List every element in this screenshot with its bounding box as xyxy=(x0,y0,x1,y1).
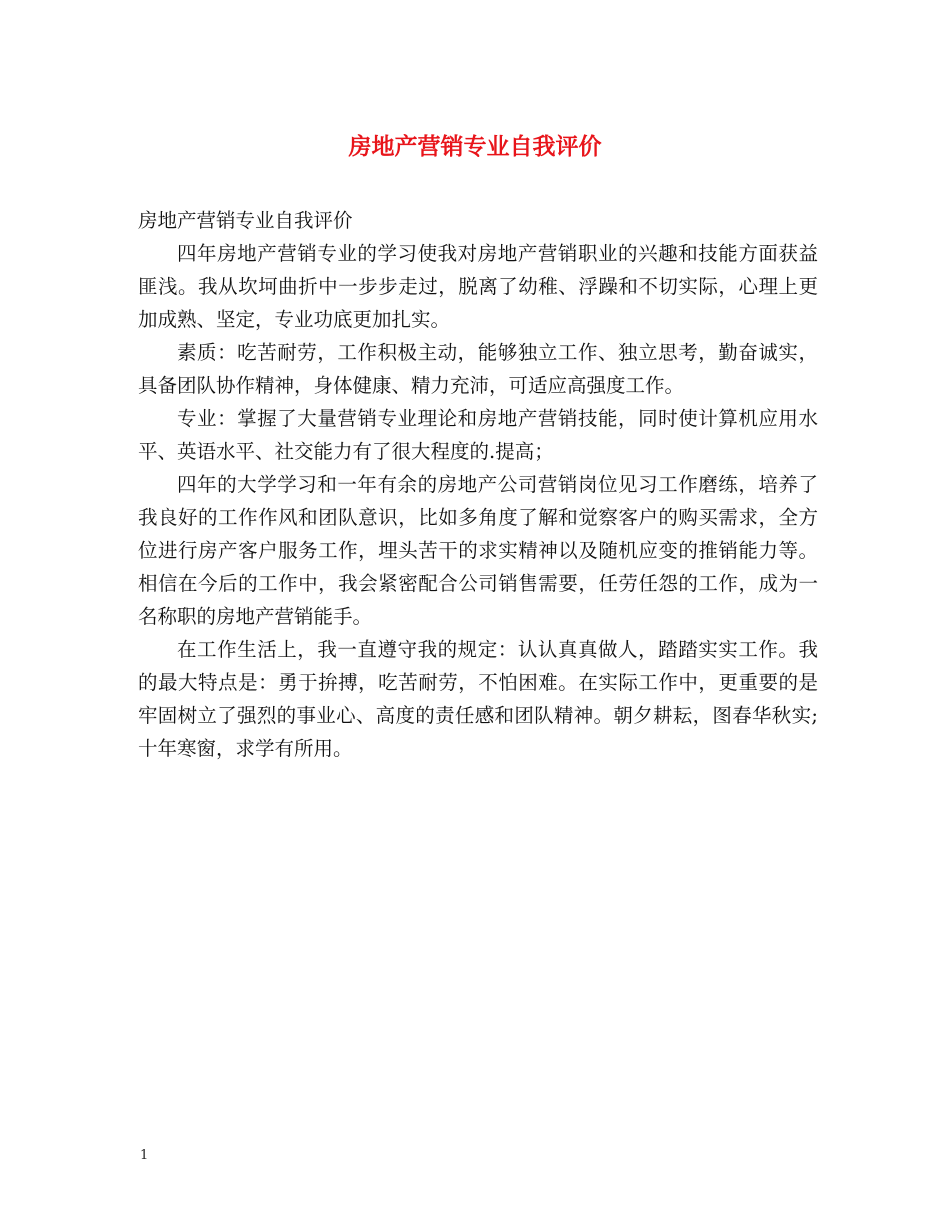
page-number: 1 xyxy=(140,1148,149,1163)
paragraph-professional: 专业：掌握了大量营销专业理论和房地产营销技能，同时使计算机应用水平、英语水平、社交能力有了很大程度的.提高； xyxy=(138,407,818,463)
paragraph-work-life: 在工作生活上，我一直遵守我的规定：认认真真做人，踏踏实实工作。我的最大特点是：勇于拚搏，吃苦耐劳，不怕困难。在实际工作中，更重要的是牢固树立了强烈的事业心、高度的责任感和团队精神。朝夕耕耘，图春华秋实;十年寒窗，求学有所用。 xyxy=(138,638,818,760)
document-body xyxy=(138,204,818,765)
document-title: 房地产营销专业自我评价 xyxy=(348,133,602,160)
document-subtitle: 房地产营销专业自我评价 xyxy=(138,209,353,232)
paragraph-quality: 素质：吃苦耐劳，工作积极主动，能够独立工作、独立思考，勤奋诚实，具备团队协作精神，身体健康、精力充沛，可适应高强度工作。 xyxy=(138,341,818,397)
paragraph-intro: 四年房地产营销专业的学习使我对房地产营销职业的兴趣和技能方面获益匪浅。我从坎坷曲折中一步步走过，脱离了幼稚、浮躁和不切实际，心理上更加成熟、坚定，专业功底更加扎实。 xyxy=(138,242,818,331)
paragraph-experience: 四年的大学学习和一年有余的房地产公司营销岗位见习工作磨练，培养了我良好的工作作风和团队意识，比如多角度了解和觉察客户的购买需求，全方位进行房产客户服务工作，埋头苦干的求实精神以及随机应变的推销能力等。相信在今后的工作中，我会紧密配合公司销售需要，任劳任怨的工作，成为一名称职的房地产营销能手。 xyxy=(138,473,818,628)
